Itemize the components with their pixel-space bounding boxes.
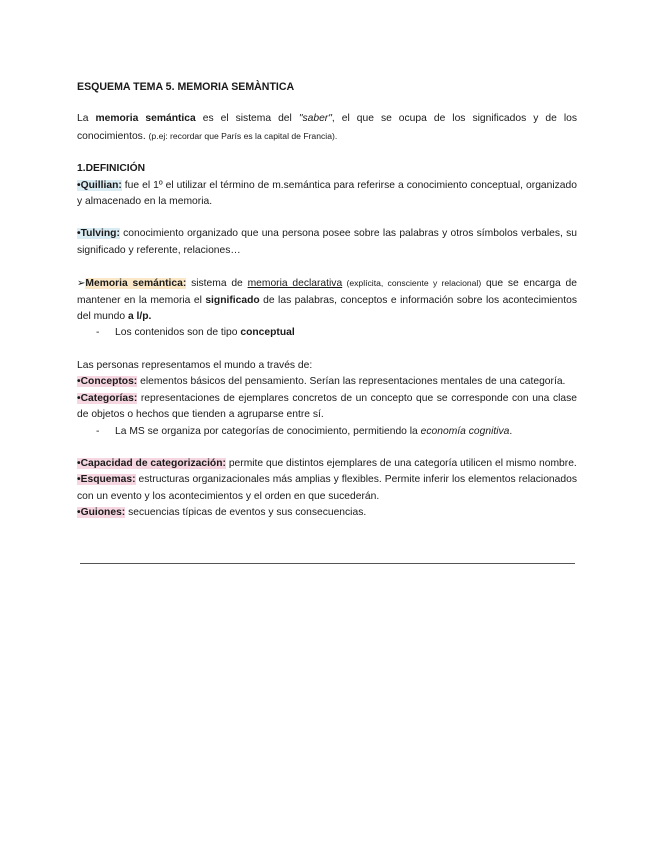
guiones-label: •Guiones:	[77, 507, 126, 519]
conceptual-subitem	[77, 325, 577, 341]
intro-paragraph	[77, 111, 577, 145]
ms-organiza-subitem	[77, 424, 577, 440]
ms-lp: a l/p.	[127, 311, 152, 323]
tulving-label: •Tulving:	[77, 228, 120, 240]
conceptos-label: •Conceptos:	[77, 376, 138, 388]
capacidad-label: •Capacidad de categorización:	[77, 457, 226, 469]
intro-pre: La	[77, 113, 96, 125]
tulving-text: conocimiento organizado que una persona posee sobre las palabras y otros símbolos verbales, su significado y referente, relaciones…	[77, 228, 577, 256]
representation-lead: Las personas representamos el mundo a través de:	[77, 359, 313, 371]
intro-post: , el que se ocupa de los significados y de los conocimientos.	[77, 113, 577, 142]
ms-text1: sistema de	[186, 278, 248, 290]
memoria-semantica-paragraph	[77, 275, 577, 325]
tulving-paragraph	[77, 226, 577, 259]
quillian-text: fue el 1º el utilizar el término de m.semántica para referirse a conocimiento conceptual, organizado y almacenado en la memoria.	[77, 179, 577, 208]
document-body	[77, 79, 577, 522]
arrow-bullet-icon: ➢	[77, 278, 86, 290]
intro-example: (p.ej: recordar que París es la capital de Francia).	[148, 130, 338, 141]
conceptual-bold: conceptual	[240, 327, 295, 339]
ms-organiza-end: .	[509, 425, 513, 437]
conceptos-paragraph	[77, 374, 577, 390]
ms-label: Memoria semántica:	[85, 278, 187, 290]
definition-heading: 1.DEFINICIÓN	[77, 163, 146, 175]
intro-mid: es el sistema del	[195, 113, 299, 125]
categorias-text: representaciones de ejemplares concretos de un concepto que se corresponde con una clase de objetos o hechos que tienden a agruparse entre sí.	[77, 392, 577, 421]
dash-bullet-icon: -	[96, 425, 100, 437]
categorias-label: •Categorías:	[77, 392, 138, 404]
esquemas-label: •Esquemas:	[77, 474, 136, 486]
quillian-paragraph	[77, 178, 577, 211]
dash-bullet-icon: -	[96, 327, 100, 339]
intro-term: memoria semántica	[95, 113, 196, 125]
conceptual-text: Los contenidos son de tipo	[115, 327, 241, 339]
guiones-paragraph	[77, 505, 577, 521]
ms-text2: que se encarga de mantener en la memoria el	[77, 278, 577, 306]
intro-saber: "saber"	[298, 113, 332, 125]
capacidad-text: permite que distintos ejemplares de una categoría utilicen el mismo nombre.	[225, 457, 577, 469]
quillian-label: •Quillian:	[77, 179, 122, 191]
categorias-paragraph	[77, 391, 577, 424]
horizontal-divider	[80, 563, 575, 564]
ms-paren: (explícita, consciente y relacional)	[342, 278, 482, 289]
guiones-text: secuencias típicas de eventos y sus consecuencias.	[125, 507, 367, 519]
ms-declarativa: memoria declarativa	[247, 278, 343, 290]
conceptos-text: elementos básicos del pensamiento. Serían las representaciones mentales de una categoría.	[137, 376, 566, 388]
economia-cognitiva: economía cognitiva	[420, 425, 510, 437]
ms-organiza-text: La MS se organiza por categorías de conocimiento, permitiendo la	[115, 425, 421, 437]
esquemas-text: estructuras organizacionales más amplias y flexibles. Permite inferir los elementos relacionados con un evento y los acontecimientos y el orden en que sucederán.	[77, 474, 577, 502]
ms-significado: significado	[205, 294, 260, 306]
ms-text3: de las palabras, conceptos e información sobre los acontecimientos del mundo	[77, 294, 577, 323]
document-title: ESQUEMA TEMA 5. MEMORIA SEMÀNTICA	[77, 81, 295, 93]
capacidad-paragraph	[77, 456, 577, 472]
esquemas-paragraph	[77, 472, 577, 505]
